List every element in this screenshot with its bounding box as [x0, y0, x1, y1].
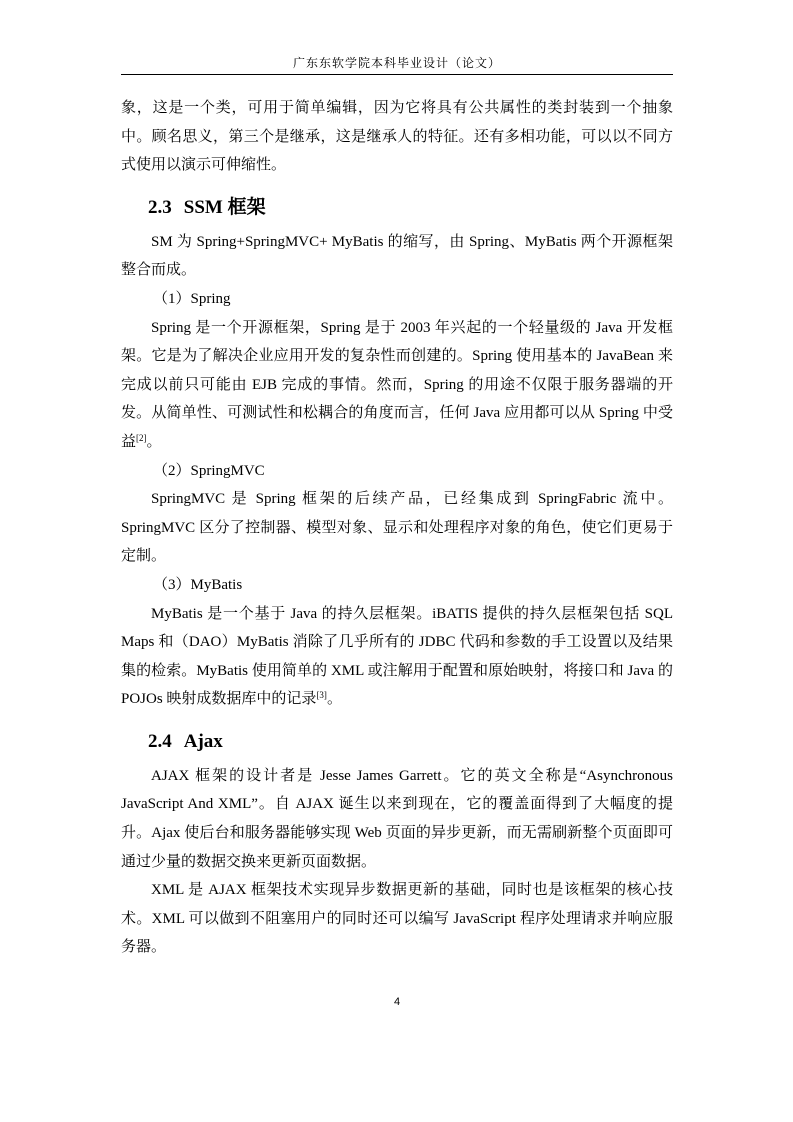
spring-subheading: （1）Spring	[153, 290, 231, 307]
continued-paragraph: 象，这是一个类，可用于简单编辑，因为它将具有公共属性的类封装到一个抽象中。顾名思义，第三个是继承，这是继承人的特征。还有多相功能，可以以不同方式使用以演示可伸缩性。	[121, 100, 673, 174]
section-number: 2.4	[148, 730, 172, 752]
ajax-paragraph-1: AJAX 框架的设计者是 Jesse James Garrett。它的英文全称是“Asynchronous JavaScript And XML”。自 AJAX 诞生以来到现在，它的覆盖面得到了大幅度的提升。Ajax 使后台和服务器能够实现 Web 页面的异步更新，而无需刷新整个页面即可通过少量的数据交换来更新页面数据。	[121, 767, 673, 870]
section-number: 2.3	[148, 196, 172, 218]
springmvc-paragraph: SpringMVC 是 Spring 框架的后续产品，已经集成到 SpringFabric 流中。SpringMVC 区分了控制器、模型对象、显示和处理程序对象的角色，使它们更易于定制。	[121, 491, 673, 565]
mybatis-text: MyBatis 是一个基于 Java 的持久层框架。iBATIS 提供的持久层框架包括 SQL Maps 和（DAO）MyBatis 消除了几乎所有的 JDBC 代码和参数的手工设置以及结果集的检索。MyBatis 使用简单的 XML 或注解用于配置和原始映射，将接口和 Java 的 POJOs 映射成数据库中的记录	[121, 605, 673, 708]
section-title: SSM 框架	[183, 196, 266, 218]
ajax-paragraph-2: XML 是 AJAX 框架技术实现异步数据更新的基础，同时也是该框架的核心技术。XML 可以做到不阻塞用户的同时还可以编写 JavaScript 程序处理请求并响应服务器。	[121, 882, 673, 956]
spring-text: Spring 是一个开源框架，Spring 是于 2003 年兴起的一个轻量级的 Java 开发框架。它是为了解决企业应用开发的复杂性而创建的。Spring 使用基本的 JavaBean 来完成以前只可能由 EJB 完成的事情。然而，Spring 的用途不仅限于服务器端的开发。从简单性、可测试性和松耦合的角度而言，任何 Java 应用都可以从 Spring 中受益	[121, 319, 673, 450]
page-number: 4	[393, 996, 401, 1008]
section-title: Ajax	[183, 730, 223, 752]
running-header: 广东东软学院本科毕业设计（论文）	[292, 56, 501, 70]
citation-ref: [3]	[316, 690, 327, 701]
mybatis-subheading: （3）MyBatis	[153, 576, 243, 593]
section-heading-ssm	[121, 194, 673, 222]
springmvc-subheading: （2）SpringMVC	[153, 462, 265, 479]
spring-end: 。	[146, 433, 162, 450]
citation-ref: [2]	[136, 432, 147, 443]
page-body	[121, 94, 673, 962]
mybatis-end: 。	[326, 691, 342, 708]
header-rule	[121, 74, 673, 75]
section-heading-ajax	[121, 728, 673, 756]
ssm-intro-paragraph: SM 为 Spring+SpringMVC+ MyBatis 的缩写，由 Spring、MyBatis 两个开源框架整合而成。	[121, 233, 673, 279]
spring-paragraph	[121, 314, 673, 457]
mybatis-paragraph	[121, 600, 673, 714]
